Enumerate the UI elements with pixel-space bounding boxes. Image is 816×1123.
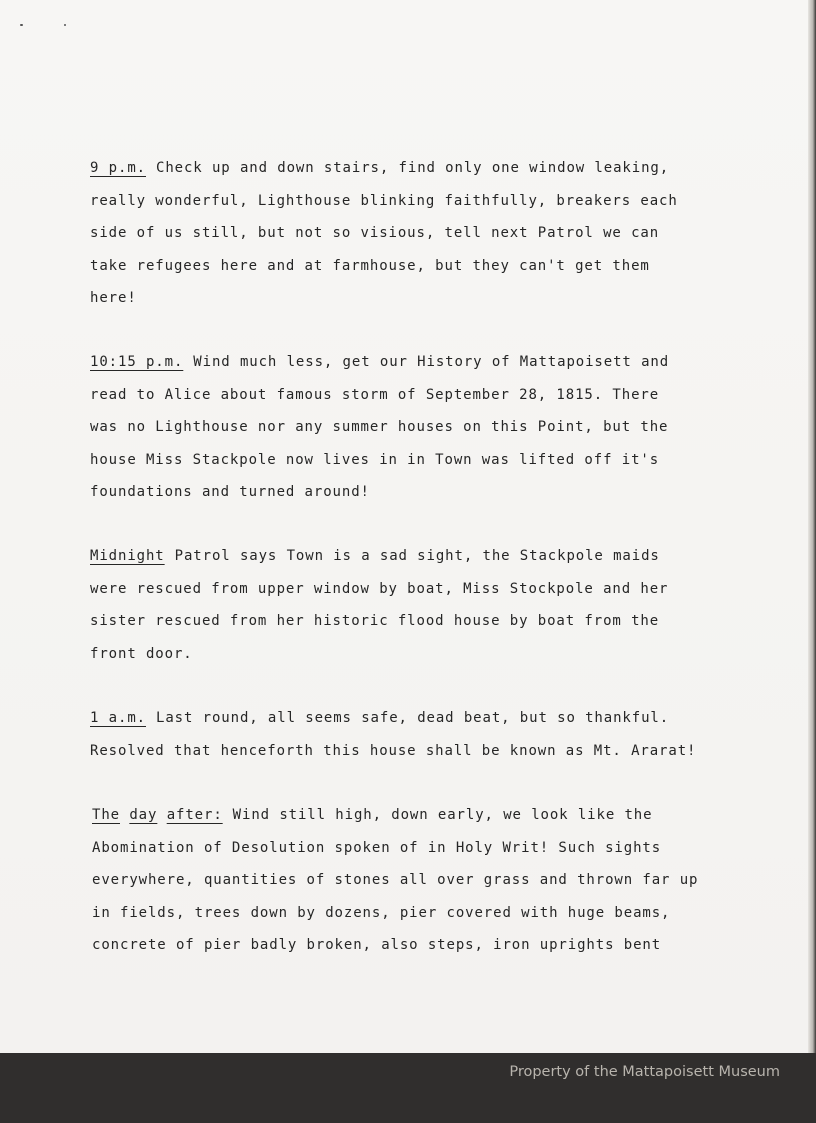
entry-line: really wonderful, Lighthouse blinking faithfully, breakers each bbox=[90, 192, 678, 209]
entry-line: concrete of pier badly broken, also steps, iron uprights bent bbox=[92, 937, 662, 953]
entry-line: The day after: Wind still high, down early, we look like the bbox=[92, 807, 653, 823]
entry-line: were rescued from upper window by boat, Miss Stockpole and her bbox=[90, 580, 669, 597]
entry-line: front door. bbox=[90, 645, 193, 662]
entry-time-label: The day after: bbox=[92, 807, 223, 823]
entry-line: foundations and turned around! bbox=[90, 484, 370, 500]
entry-line: take refugees here and at farmhouse, but they can't get them bbox=[90, 257, 650, 274]
entry-line: house Miss Stackpole now lives in in Town was lifted off it's bbox=[90, 451, 660, 468]
entry-time-label: 9 p.m. bbox=[90, 160, 146, 176]
entry-day-after bbox=[92, 799, 752, 962]
entry-line: sister rescued from her historic flood house by boat from the bbox=[90, 613, 660, 629]
page-edge-shadow bbox=[808, 0, 816, 1053]
entry-line: here! bbox=[90, 290, 137, 306]
paper-speck bbox=[64, 24, 66, 26]
entry-line: in fields, trees down by dozens, pier covered with huge beams, bbox=[92, 904, 671, 921]
entry-line: everywhere, quantities of stones all over grass and thrown far up bbox=[92, 872, 699, 888]
entry-midnight bbox=[90, 540, 750, 670]
entry-line: read to Alice about famous storm of September 28, 1815. There bbox=[90, 386, 660, 403]
entry-time-label: 1 a.m. bbox=[90, 710, 146, 726]
entry-line: Resolved that henceforth this house shall be known as Mt. Ararat! bbox=[90, 742, 697, 759]
entry-line: 1 a.m. Last round, all seems safe, dead beat, but so thankful. bbox=[90, 710, 670, 726]
entry-9pm bbox=[90, 152, 750, 315]
entry-line: side of us still, but not so visious, tell next Patrol we can bbox=[90, 225, 660, 241]
entry-line: 10:15 p.m. Wind much less, get our History of Mattapoisett and bbox=[90, 354, 670, 370]
entry-time-label: Midnight bbox=[90, 548, 165, 564]
entry-line: was no Lighthouse nor any summer houses on this Point, but the bbox=[90, 419, 669, 435]
entry-line: Abomination of Desolution spoken of in Holy Writ! Such sights bbox=[92, 839, 662, 856]
paper-speck bbox=[20, 24, 23, 26]
entry-1015pm bbox=[90, 346, 750, 509]
entry-time-label: 10:15 p.m. bbox=[90, 354, 184, 370]
entry-1am bbox=[90, 702, 750, 767]
entry-line: Midnight Patrol says Town is a sad sight, the Stackpole maids bbox=[90, 548, 660, 564]
museum-credit: Property of the Mattapoisett Museum bbox=[509, 1064, 780, 1080]
entry-line: 9 p.m. Check up and down stairs, find only one window leaking, bbox=[90, 160, 670, 176]
